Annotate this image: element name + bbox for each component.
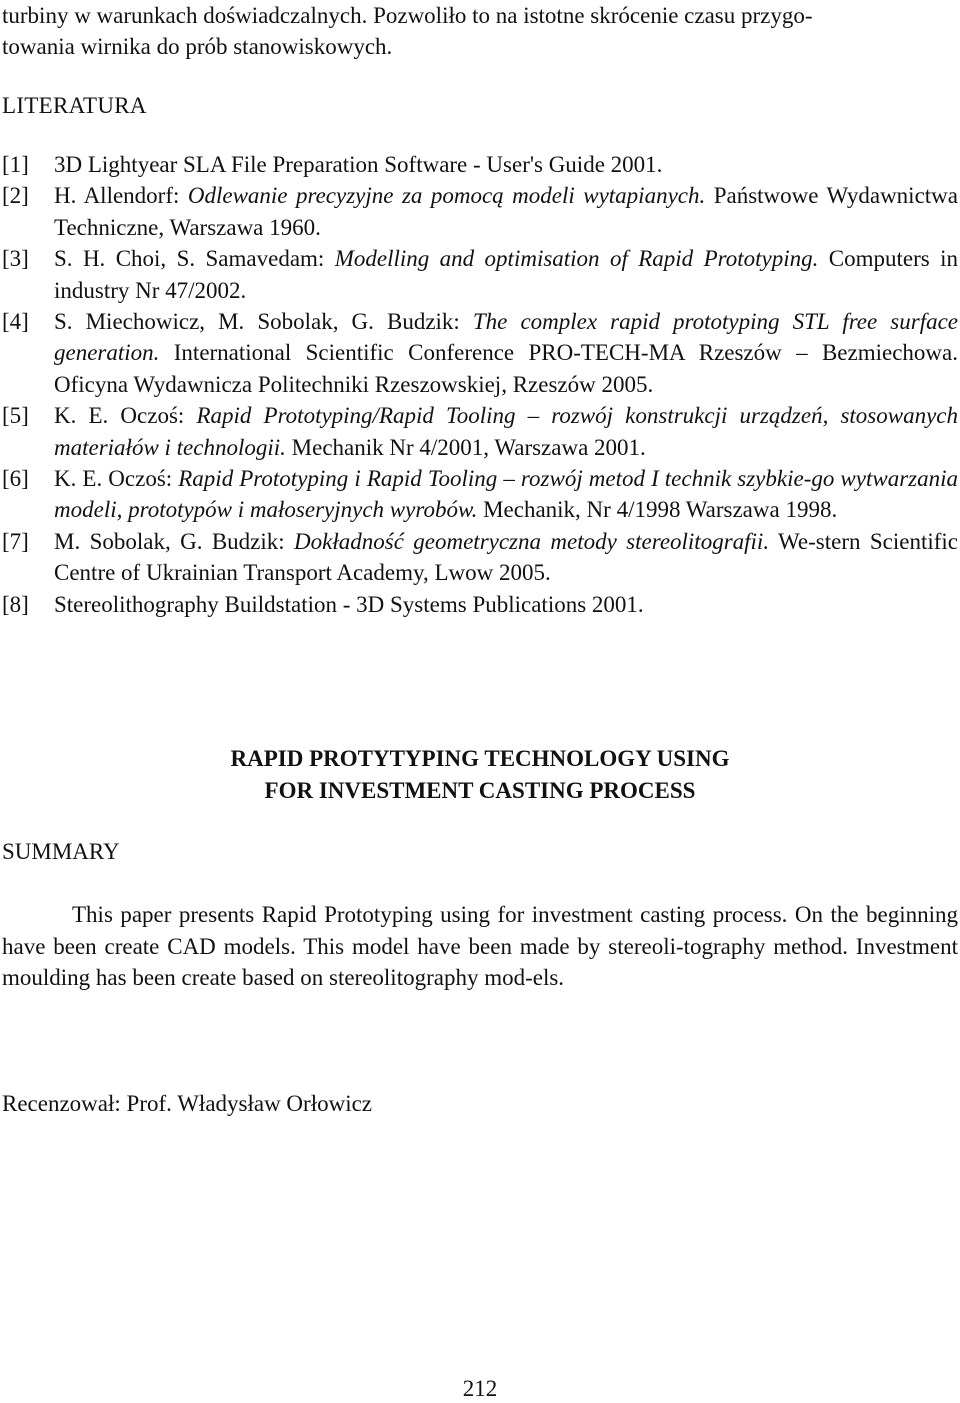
reference-number: [7] (2, 528, 29, 554)
reference-item (2, 306, 958, 400)
closing-paragraph (2, 0, 958, 62)
reference-authors: Stereolithography Buildstation - 3D Systems Publications 2001. (54, 591, 644, 617)
reference-title: Rapid Prototyping/Rapid Tooling – rozwój konstrukcji urządzeń, stosowanych materiałów i technologii. (54, 403, 959, 460)
reference-authors: 3D Lightyear SLA File Preparation Software - User's Guide 2001. (54, 152, 663, 177)
reference-title: Odlewanie precyzyjne za pomocą modeli wytapianych. (187, 183, 706, 209)
reference-number: [8] (2, 591, 29, 617)
reference-source: We-stern Scientific Centre of Ukrainian Transport Academy, Lwow 2005. (54, 528, 958, 586)
reference-number: [5] (2, 403, 29, 429)
reference-item (2, 243, 958, 306)
reference-list (2, 149, 958, 620)
reference-number: [3] (2, 246, 29, 272)
reference-authors: S. Miechowicz, M. Sobolak, G. Budzik: (54, 309, 473, 335)
english-title-line-1: RAPID PROTYTYPING TECHNOLOGY USING (230, 746, 730, 771)
reference-source: Computers in industry Nr 47/2002. (54, 246, 958, 303)
reference-number: [2] (2, 183, 29, 209)
reference-item (2, 526, 958, 589)
reference-authors: K. E. Oczoś: (54, 466, 179, 492)
reference-title: The complex rapid prototyping STL free surface generation. (54, 309, 958, 366)
reference-authors: H. Allendorf: (54, 183, 188, 209)
reference-title: Rapid Prototyping i Rapid Tooling – rozwój metod I technik szybkie-go wytwarzania modeli, prototypów i małoseryjnych wyrobów. (54, 466, 958, 523)
reference-number: [6] (2, 466, 29, 492)
reference-authors: K. E. Oczoś: (54, 403, 197, 429)
summary-text: This paper presents Rapid Prototyping using for investment casting process. On the beginning have been create CAD models. This model have been made by stereoli-tography method. Investment moulding has been create based on stereolitography mod-els. (2, 902, 958, 990)
literature-heading: LITERATURA (2, 93, 147, 118)
reference-item (2, 400, 958, 463)
reviewer-line: Recenzował: Prof. Władysław Orłowicz (2, 1091, 373, 1116)
reference-number: [4] (2, 309, 29, 335)
reference-authors: M. Sobolak, G. Budzik: (54, 528, 295, 554)
reference-source: Mechanik Nr 4/2001, Warszawa 2001. (285, 434, 646, 460)
english-title-line-2: FOR INVESTMENT CASTING PROCESS (264, 778, 696, 803)
reference-source: International Scientific Conference PRO-TECH-MA Rzeszów – Bezmiechowa. Oficyna Wydawnicza Politechniki Rzeszowskiej, Rzeszów 2005. (54, 340, 958, 397)
reference-title: Modelling and optimisation of Rapid Prototyping. (334, 246, 819, 272)
reference-item (2, 589, 958, 620)
summary-label: SUMMARY (2, 839, 120, 864)
reference-number: [1] (2, 152, 29, 177)
reference-item (2, 180, 958, 243)
reference-authors: S. H. Choi, S. Samavedam: (54, 246, 335, 272)
page-number: 212 (462, 1376, 498, 1401)
reference-source: Państwowe Wydawnictwa Techniczne, Warszawa 1960. (54, 183, 958, 240)
reference-item (2, 463, 958, 526)
paragraph-line: turbiny w warunkach doświadczalnych. Pozwoliło to na istotne skrócenie czasu przygo- (2, 3, 813, 28)
reference-item (2, 149, 958, 180)
paragraph-line: towania wirnika do prób stanowiskowych. (2, 34, 393, 59)
reference-title: Dokładność geometryczna metody stereolitografii. (294, 528, 770, 554)
reference-source: Mechanik, Nr 4/1998 Warszawa 1998. (477, 497, 838, 523)
